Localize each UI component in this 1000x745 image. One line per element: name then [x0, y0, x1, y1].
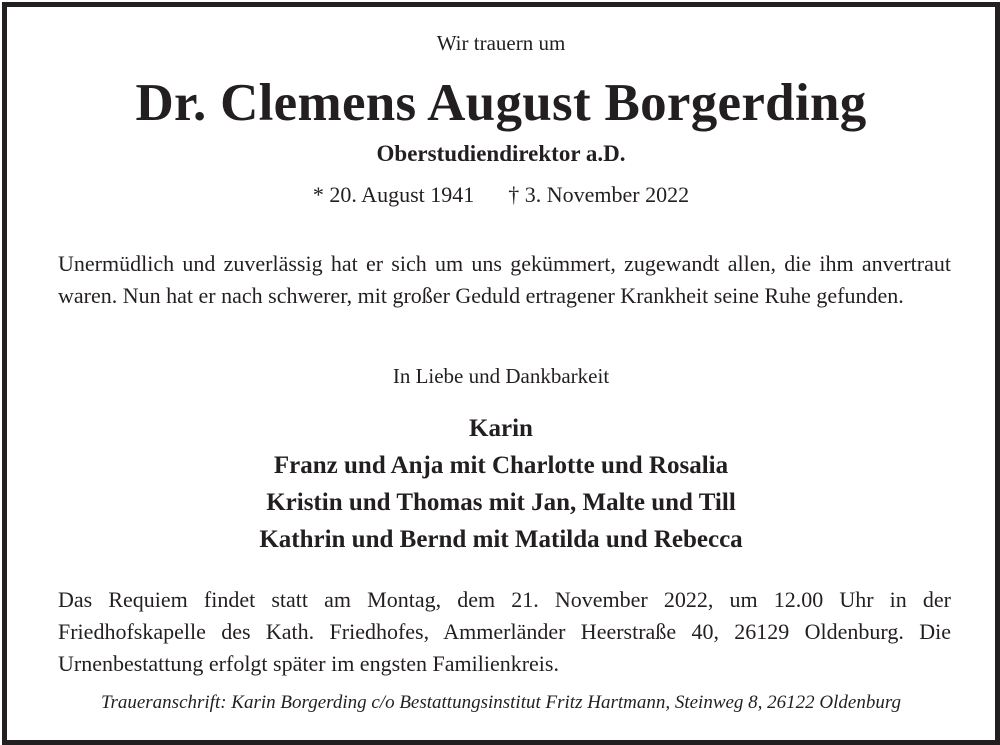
tribute-paragraph: Unermüdlich und zuverlässig hat er sich um uns gekümmert, zugewandt allen, die ihm anvertraut waren. Nun hat er nach schwerer, mit großer Geduld ertragener Krankheit seine Ruhe gefunden. [58, 251, 951, 308]
death-date: † 3. November 2022 [508, 182, 690, 207]
family-member: Kristin und Thomas mit Jan, Malte und Till [266, 489, 736, 516]
birth-date: * 20. August 1941 [312, 182, 475, 207]
mourning-address: Traueranschrift: Karin Borgerding c/o Bestattungsinstitut Fritz Hartmann, Steinweg 8, 26122 Oldenburg [100, 692, 902, 713]
deceased-title: Oberstudiendirektor a.D. [376, 141, 626, 166]
requiem-paragraph: Das Requiem findet statt am Montag, dem 21. November 2022, um 12.00 Uhr in der Friedhofskapelle des Kath. Friedhofes, Ammerländer Heerstraße 40, 26129 Oldenburg. Die Urnenbestattung erfolgt später im engsten Familienkreis. [58, 587, 951, 676]
family-list [7, 410, 995, 558]
family-member: Karin [469, 415, 533, 442]
intro-text: Wir trauern um [436, 31, 566, 55]
family-member: Franz und Anja mit Charlotte und Rosalia [273, 452, 729, 479]
deceased-name: Dr. Clemens August Borgerding [135, 74, 867, 132]
family-member: Kathrin und Bernd mit Matilda und Rebecca [259, 526, 743, 553]
life-dates [7, 182, 995, 208]
obituary-frame [2, 2, 1000, 745]
gratitude-line: In Liebe und Dankbarkeit [392, 364, 610, 388]
